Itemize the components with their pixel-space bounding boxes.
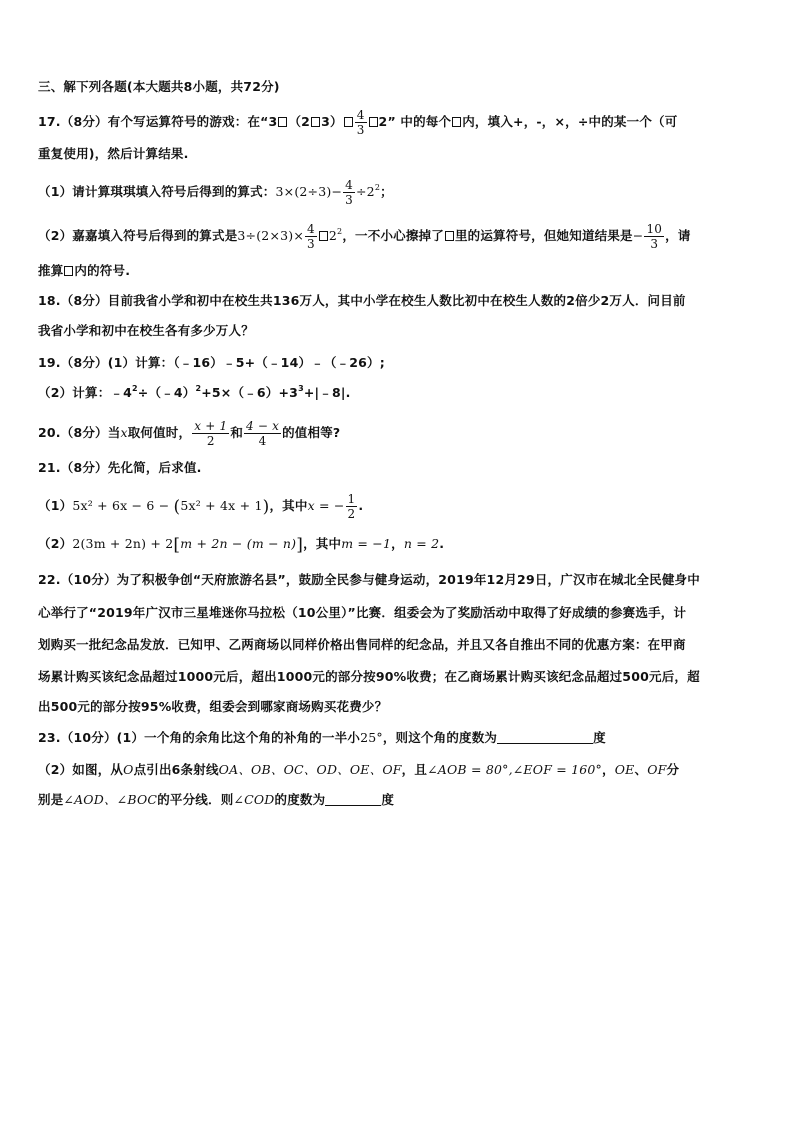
blank-box <box>344 117 353 127</box>
blank-box <box>311 117 320 127</box>
q22-line4: 场累计购买该纪念品超过1000元后，超出1000元的部分按90%收费；在乙商场累计购买该纪念品超过500元后，超 <box>38 669 700 684</box>
blank-box <box>452 117 461 127</box>
fraction: $\frac{4}{3}$ <box>345 178 353 207</box>
fraction: $\frac{4 - x}{4}$ <box>246 419 280 448</box>
q22-line3: 划购买一批纪念品发放．已知甲、乙两商场以同样价格出售同样的纪念品，并且又各自推出不同的优惠方案：在甲商 <box>38 637 686 652</box>
q17-part2-cont: 推算 内的符号. <box>38 263 131 278</box>
q18-line2: 我省小学和初中在校生各有多少万人？ <box>38 323 254 338</box>
blank-box <box>278 117 287 127</box>
q20-line: 20.（8分）当x取何值时， $\frac{x + 1}{2}$ 和 $\frac{4 - x}{4}$ 的值相等? <box>38 419 341 448</box>
q23-line1: 23.（10分）(1）一个角的余角比这个角的补角的一半小25°，则这个角的度数为 度 <box>38 730 606 745</box>
q22-line2: 心举行了“2019年广汉市三星堆迷你马拉松（10公里）”比赛．组委会为了奖励活动中取得了好成绩的参赛选手，计 <box>38 605 687 620</box>
q17-part1: （1）请计算琪琪填入符号后得到的算式：3×(2÷3)− $\frac{4}{3}$ $\div 2^2$； <box>38 178 393 207</box>
q23-line2: （2）如图，从O点引出6条射线OA、OB、OC、OD、OE、OF，且∠AOB = 80°,∠EOF = 160°，OE、OF分 <box>38 762 680 777</box>
blank-box <box>369 117 378 127</box>
q21-part2: （2）2(3m + 2n) + 2[m + 2n − (m − n)]，其中m = −1，n = 2. <box>38 535 445 555</box>
fraction: $\frac{4}{3}$ <box>307 222 315 251</box>
answer-blank <box>497 730 593 744</box>
q21-part1: （1）5x² + 6x − 6 − (5x² + 4x + 1)，其中x = − $\frac{1}{2}$ . <box>38 492 364 521</box>
blank-box <box>64 266 73 276</box>
blank-box <box>319 231 328 241</box>
q17-line2: 重复使用)，然后计算结果. <box>38 146 189 161</box>
fraction: $\frac{10}{3}$ <box>646 222 663 251</box>
q22-line1: 22.（10分）为了积极争创“天府旅游名县”，鼓励全民参与健身运动，2019年12月29日，广汉市在城北全民健身中 <box>38 572 700 587</box>
answer-blank <box>325 792 381 806</box>
q23-line3: 别是∠AOD、∠BOC的平分线．则∠COD的度数为 度 <box>38 792 395 807</box>
q18-line1: 18.（8分）目前我省小学和初中在校生共136万人，其中小学在校生人数比初中在校生人数的2倍少2万人．问目前 <box>38 293 686 308</box>
fraction: $\frac{1}{2}$ <box>347 492 356 521</box>
q17-part2: （2）嘉嘉填入符号后得到的算式是3÷(2×3)× $\frac{4}{3}$ $2^2$，一不小心擦掉了 里的运算符号，但她知道结果是− $\frac{10}{3}$ ，请 <box>38 222 691 251</box>
q22-line5: 出500元的部分按95%收费，组委会到哪家商场购买花费少？ <box>38 699 388 714</box>
blank-box <box>445 231 454 241</box>
q17-line1: 17.（8分）有个写运算符号的游戏：在“3 （2 3） $\frac{4}{3}$ 2” 中的每个 内，填入+，-，×，÷中的某一个（可 <box>38 108 678 137</box>
fraction: $\frac{x + 1}{2}$ <box>194 419 228 448</box>
fraction: $\frac{4}{3}$ <box>356 108 365 137</box>
q21-line1: 21.（8分）先化简，后求值. <box>38 460 202 475</box>
section-title: 三、解下列各题(本大题共8小题，共72分) <box>38 79 280 94</box>
q19-line1: 19.（8分）(1）计算：（﹣16）﹣5+（﹣14）﹣（﹣26）; <box>38 355 385 370</box>
q19-line2: （2）计算：$﹣4^2\div(﹣4)^2+5\times(﹣6)+3^3+|﹣8|$. <box>38 384 351 400</box>
